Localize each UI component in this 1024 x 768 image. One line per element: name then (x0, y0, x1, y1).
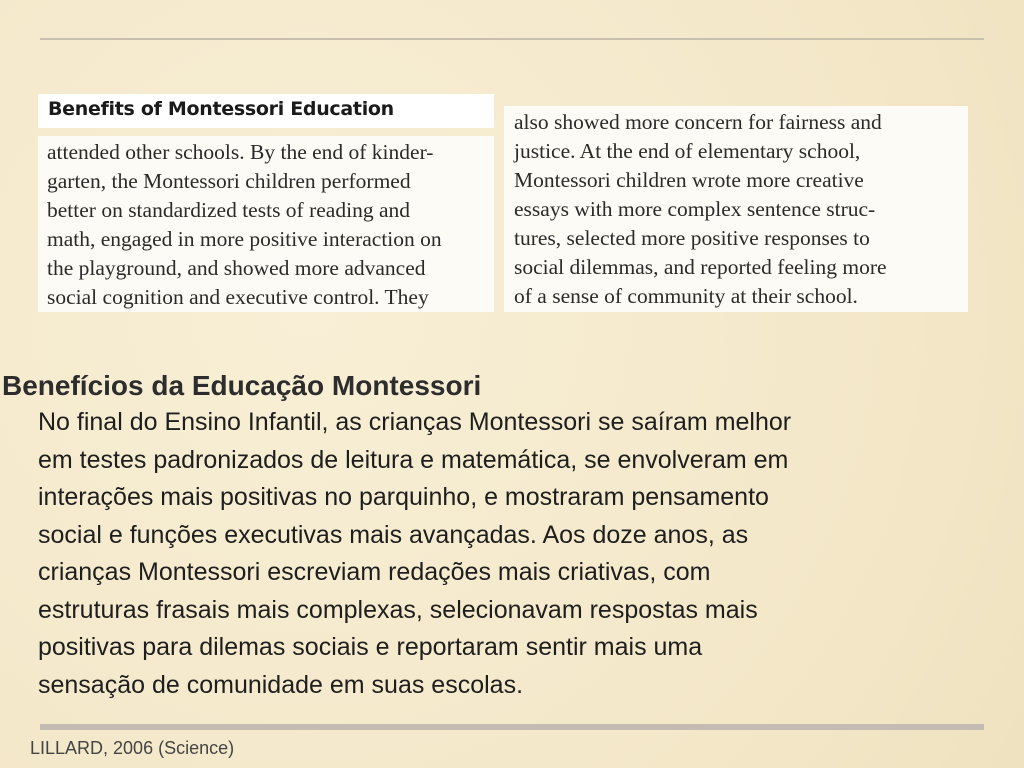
clipping-right-line: Montessori children wrote more creative (514, 168, 864, 192)
clipping-right-line: of a sense of community at their school. (514, 284, 858, 308)
clipping-title-box (38, 94, 494, 128)
clipping-left-line: attended other schools. By the end of kinder- (47, 140, 434, 164)
clipping-left-line: the playground, and showed more advanced (47, 256, 426, 280)
clipping-left-line: social cognition and executive control. They (47, 285, 429, 309)
slide-heading: Benefícios da Educação Montessori (2, 370, 482, 401)
paragraph-line: em testes padronizados de leitura e matemática, se envolveram em (38, 445, 789, 474)
paragraph-line: interações mais positivas no parquinho, e mostraram pensamento (38, 483, 769, 511)
citation: LILLARD, 2006 (Science) (30, 738, 235, 758)
clipping-left-column (38, 136, 494, 312)
clipping-right-line: tures, selected more positive responses to (514, 226, 870, 250)
clipping-left-line: garten, the Montessori children performed (47, 169, 411, 193)
paragraph-line: crianças Montessori escreviam redações mais criativas, com (38, 558, 711, 586)
clipping-left-line: math, engaged in more positive interaction on (47, 227, 442, 251)
top-divider (40, 38, 984, 40)
clipping-right-line: essays with more complex sentence struc- (514, 197, 876, 221)
slide-paragraph (38, 404, 998, 704)
clipping-right-line: also showed more concern for fairness and (514, 110, 882, 134)
clipping-right-column (504, 106, 968, 312)
paragraph-line: estruturas frasais mais complexas, selecionavam respostas mais (38, 595, 758, 624)
clipping-right-line: justice. At the end of elementary school, (514, 139, 861, 163)
paragraph-line: positivas para dilemas sociais e reportaram sentir mais uma (38, 633, 703, 661)
clipping-title: Benefits of Montessori Education (48, 98, 394, 120)
bottom-divider (40, 724, 984, 730)
clipping-left-line: better on standardized tests of reading and (47, 198, 410, 222)
paragraph-line: social e funções executivas mais avançadas. Aos doze anos, as (38, 520, 749, 549)
paragraph-line: sensação de comunidade em suas escolas. (38, 670, 524, 699)
paragraph-line: No final do Ensino Infantil, as crianças Montessori se saíram melhor (38, 408, 792, 436)
clipping-right-line: social dilemmas, and reported feeling more (514, 255, 887, 279)
